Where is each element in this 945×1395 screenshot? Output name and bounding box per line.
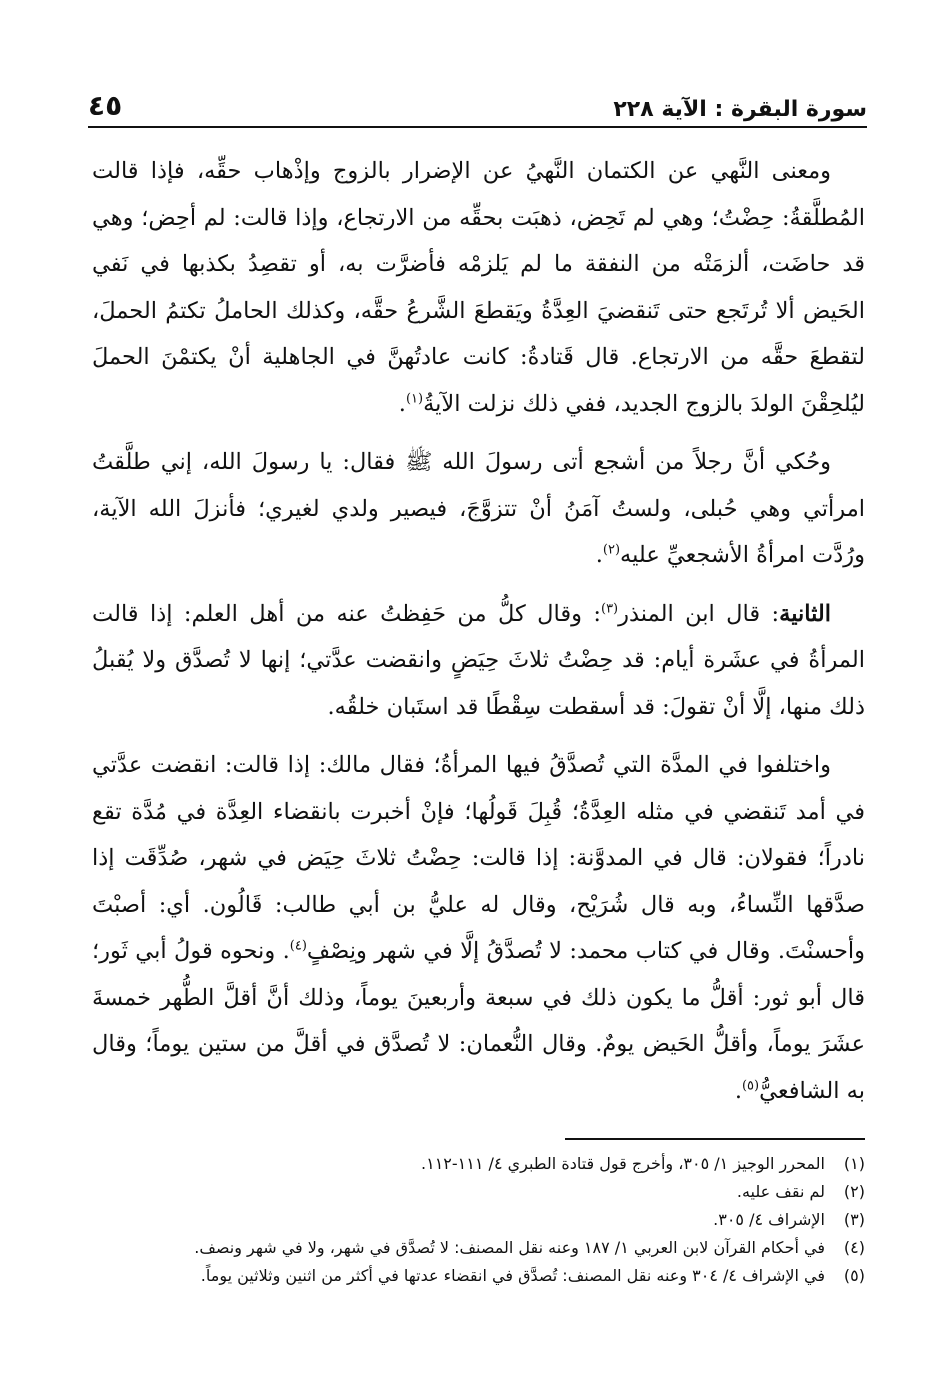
paragraph-1: ومعنى النَّهي عن الكتمان النَّهيُ عن الإضرار بالزوج وإذْهاب حقِّه، فإذا قالت المُطلَّقةُ: حِضْتُ؛ وهي لم تَحِض، ذهبَت بحقِّه من الارتجاع، وإذا قالت: لم أحِض؛ وهي قد حاضَت، ألزمَتْه من النفقة ما لم يَلزمْه فأضرَّت به، أو تقصِدُ بكذبها في نَفي الحَيض ألا تُرتَجع حتى تَنقضيَ العِدَّةُ ويَقطعَ الشَّرعُ حقَّه، وكذلك الحاملُ تكتمُ الحملَ، لتقطعَ حقَّه من الارتجاع. قال قَتادةُ: كانت عادتُهنَّ في الجاهلية أنْ يكتمْنَ الحملَ ليُلحِقْنَ الولدَ بالزوج الجديد، ففي ذلك نزلت الآيةُ$^{(١)}$.	[92, 158, 865, 417]
footnote-2: (٢) لم نقف عليه.	[736, 1182, 865, 1201]
paragraph-3: الثانية: قال ابن المنذر$^{(٣)}$: وقال كلُّ من حَفِظتُ عنه من أهل العلم: إذا قالت المرأةُ في عشَرة أيام: قد حِضْتُ ثلاثَ حِيَضٍ وانقضت عدَّتي؛ إنها لا تُصدَّق ولا يُقبلُ ذلك منها، إلَّا أنْ تقولَ: قد أسقطت سِقْطًا قد استَبان خلقُه.	[92, 600, 865, 720]
page-header	[88, 78, 867, 128]
footnote-5: (٥) في الإشراف ٤/ ٣٠٤ وعنه نقل المصنف: تُصدَّق في انقضاء عدتها في أكثر من اثنين وثلاثين يوماً.	[200, 1266, 865, 1285]
footnote-ref-3[interactable]: (٣)	[600, 601, 619, 616]
footnote-ref-2[interactable]: (٢)	[602, 542, 621, 558]
footnote-1: (١) المحرر الوجيز ١/ ٣٠٥، وأخرج قول قتادة الطبري ٤/ ١١١-١١٢.	[421, 1154, 865, 1173]
footnote-ref-1[interactable]: (١)	[405, 391, 424, 406]
footnote-4: (٤) في أحكام القرآن لابن العربي ١/ ١٨٧ وعنه نقل المصنف: لا تُصدَّق في شهر، ولا في شهر ونصف.	[194, 1238, 865, 1257]
running-title: سورة البقرة : الآية ٢٢٨	[613, 97, 867, 122]
footnote-ref-5[interactable]: (٥)	[741, 1078, 760, 1093]
main-text	[92, 148, 865, 1126]
footnotes	[92, 1150, 865, 1290]
section-heading: الثانية	[779, 600, 832, 627]
paragraph-4: واختلفوا في المدَّة التي تُصدَّقُ فيها المرأةُ؛ فقال مالك: إذا قالت: انقضت عدَّتي في أمد تَنقضي في مثله العِدَّةُ؛ قُبِلَ قَولُها؛ فإنْ أخبرت بانقضاء العِدَّة في مُدَّة تقع نادراً؛ فقولان: قال في المدوَّنة: إذا قالت: حِضْتُ ثلاثَ حِيَض في شهر، صُدِّقَت إذا صدَّقها النِّساءُ، وبه قال شُرَيْح، وقال له عليُّ بن أبي طالب: قَالُون. أي: أصبْتَ وأحسنْتَ. وقال في كتاب محمد: لا تُصدَّقُ إلَّا في شهر ونِصْفٍ$^{(٤)}$. ونحوه قولُ أبي ثَور؛ قال أبو ثور: أقلُّ ما يكون ذلك في سبعة وأربعينَ يوماً، وذلك أنَّ أقلَّ الطُّهر خمسةَ عشَرَ يوماً، وأقلُّ الحَيض يومٌ. وقال النُّعمان: لا تُصدَّق في أقلَّ من ستين يوماً؛ وقال به الشافعيُّ$^{(٥)}$.	[92, 752, 865, 1104]
page-number: ٤٥	[88, 89, 123, 122]
paragraph-2: وحُكي أنَّ رجلاً من أشجع أتى رسولَ الله ﷺ فقال: يا رسولَ الله، إني طلَّقتُ امرأتي وهي حُبلى، ولستُ آمَنُ أنْ تتزوَّجَ، فيصير ولدي لغيري؛ فأنزلَ الله الآية، ورُدَّت امرأةُ الأشجعيِّ عليه$^{(٢)}$.	[92, 449, 865, 568]
footnote-ref-4[interactable]: (٤)	[289, 938, 307, 954]
footnote-3: (٣) الإشراف ٤/ ٣٠٥.	[713, 1210, 865, 1229]
footnote-divider	[565, 1138, 865, 1140]
